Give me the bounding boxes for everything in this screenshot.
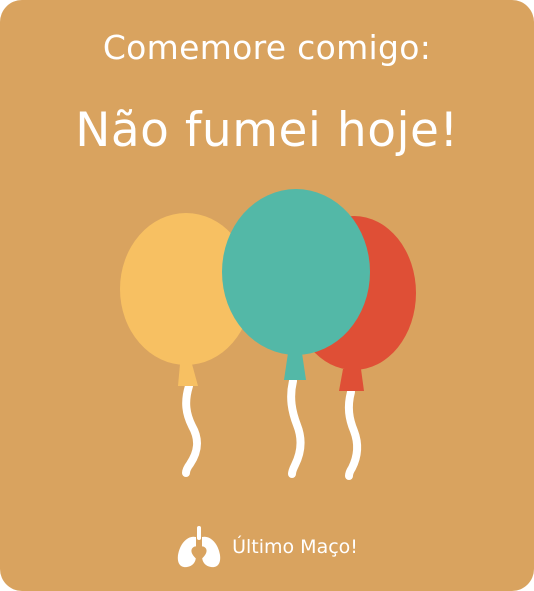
teal-balloon-string xyxy=(291,381,300,474)
footer-brand xyxy=(0,525,534,569)
lungs-heart-icon xyxy=(176,525,222,569)
red-balloon-knot xyxy=(339,369,364,391)
subtitle: Comemore comigo: xyxy=(102,28,432,67)
headline: Não fumei hoje! xyxy=(75,103,459,158)
teal-balloon-body xyxy=(222,189,370,355)
teal-balloon-knot xyxy=(284,353,306,380)
red-balloon-string xyxy=(349,392,357,476)
brand-name: Último Maço! xyxy=(232,536,358,558)
yellow-balloon-string xyxy=(186,386,197,473)
yellow-balloon-knot xyxy=(178,364,198,386)
